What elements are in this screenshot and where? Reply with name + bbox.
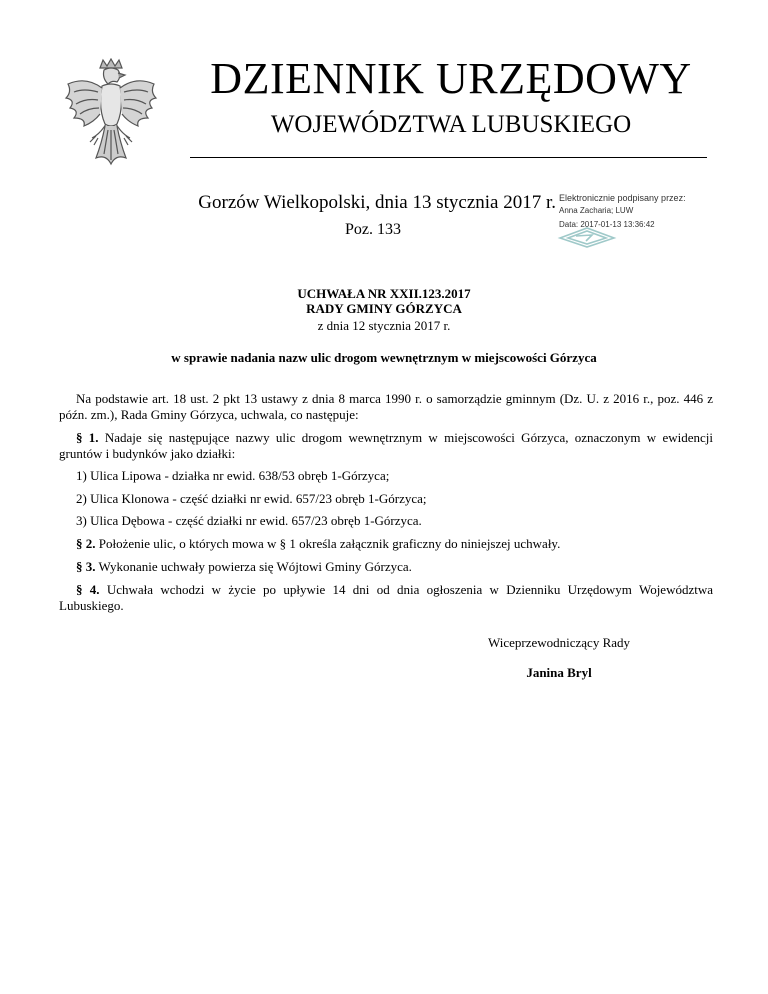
section-4-paragraph xyxy=(59,582,713,613)
section-1-text: Nadaje się następujące nazwy ulic drogom wewnętrznym w miejscowości Górzyca, oznaczonym w ewidencji gruntów i budynków jako działki: xyxy=(59,430,713,461)
list-item: 1) Ulica Lipowa - działka nr ewid. 638/53 obręb 1-Górzyca; xyxy=(76,468,390,483)
section-3-text: Wykonanie uchwały powierza się Wójtowi Gminy Górzyca. xyxy=(95,559,412,574)
signer-name: Janina Bryl xyxy=(526,665,592,680)
section-1-label: § 1. xyxy=(76,430,99,445)
preamble-paragraph: Na podstawie art. 18 ust. 2 pkt 13 ustawy z dnia 8 marca 1990 r. o samorządzie gminnym (Dz. U. z 2016 r., poz. 446 z późn. zm.), Rada Gminy Górzyca, uchwala, co następuje: xyxy=(59,391,713,422)
list-item: 2) Ulica Klonowa - część działki nr ewid. 657/23 obręb 1-Górzyca; xyxy=(76,491,427,506)
signature-line-1: Elektronicznie podpisany przez: xyxy=(559,193,686,203)
place-and-date: Gorzów Wielkopolski, dnia 13 stycznia 2017 r. xyxy=(198,192,556,213)
section-2-label: § 2. xyxy=(76,536,96,551)
position-number: Poz. 133 xyxy=(345,221,401,238)
signature-seal-icon xyxy=(556,226,618,248)
resolution-subject: w sprawie nadania nazw ulic drogom wewnętrznym w miejscowości Górzyca xyxy=(171,350,597,365)
section-2-text: Położenie ulic, o których mowa w § 1 określa załącznik graficzny do niniejszej uchwały. xyxy=(95,536,561,551)
signature-line-2: Anna Zacharia; LUW xyxy=(559,206,634,215)
resolution-body: RADY GMINY GÓRZYCA xyxy=(306,301,462,316)
signature-line-3: Data: 2017-01-13 13:36:42 xyxy=(559,220,655,229)
header-divider xyxy=(190,157,707,158)
section-2-paragraph xyxy=(59,536,713,552)
signer-role: Wiceprzewodniczący Rady xyxy=(487,635,631,650)
section-4-label: § 4. xyxy=(76,582,100,597)
section-3-label: § 3. xyxy=(76,559,96,574)
polish-eagle-icon xyxy=(62,58,160,166)
section-1-paragraph xyxy=(59,430,713,461)
resolution-date: z dnia 12 stycznia 2017 r. xyxy=(317,318,451,333)
gazette-title: DZIENNIK URZĘDOWY xyxy=(210,54,692,103)
section-3-paragraph xyxy=(59,559,713,575)
list-item: 3) Ulica Dębowa - część działki nr ewid. 657/23 obręb 1-Górzyca. xyxy=(76,513,422,528)
section-4-text: Uchwała wchodzi w życie po upływie 14 dni od dnia ogłoszenia w Dzienniku Urzędowym Województwa Lubuskiego. xyxy=(59,582,714,613)
gazette-subtitle: WOJEWÓDZTWA LUBUSKIEGO xyxy=(270,111,632,138)
resolution-number: UCHWAŁA NR XXII.123.2017 xyxy=(297,286,471,301)
